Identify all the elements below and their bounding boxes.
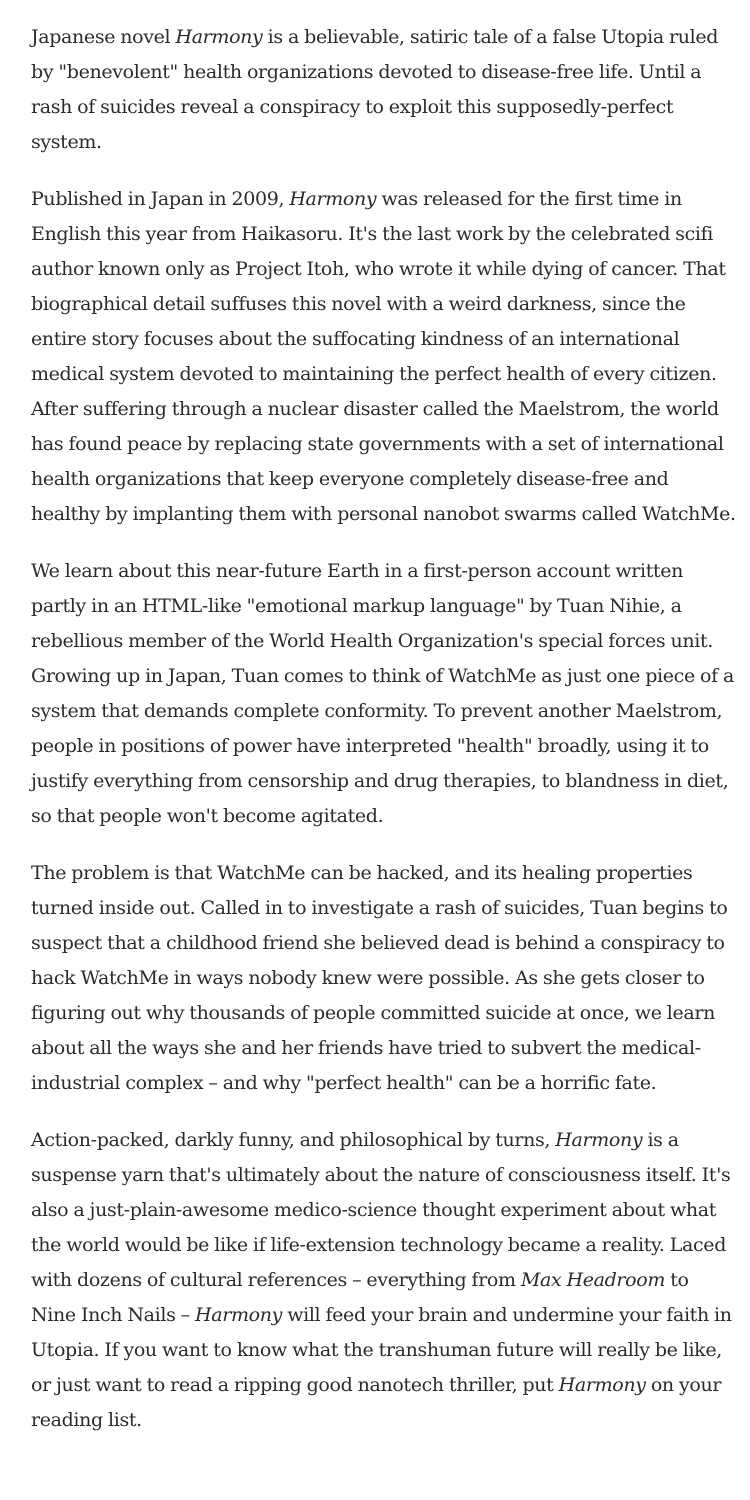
book-title: Harmony: [175, 26, 263, 48]
text-run: Action-packed, darkly funny, and philosophical by turns,: [31, 1129, 556, 1151]
text-run: Japanese novel: [31, 26, 176, 48]
text-run: on your reading list.: [31, 1374, 722, 1431]
paragraph-4: The problem is that WatchMe can be hacked, and its healing properties turned inside out. Called in to investigate a rash of suicides, Tuan begins to suspect that a childhood friend she believed dead is behind a conspiracy to hack WatchMe in ways nobody knew were possible. As she gets closer to figuring out why thousands of people committed suicide at once, we learn about all the ways she and her friends have tried to subvert the medical-industrial complex – and why "perfect health" can be a horrific fate.: [31, 862, 728, 1094]
show-title: Max Headroom: [520, 1269, 665, 1291]
paragraph-5: [31, 1123, 736, 1438]
text-run: to Nine Inch Nails –: [31, 1269, 689, 1326]
book-title: Harmony: [558, 1374, 646, 1396]
text-run: is a believable, satiric tale of a false Utopia ruled by "benevolent" health organizations devoted to disease-free life. Until a rash of suicides reveal a conspiracy to exploit this supposedly-perfect system.: [31, 26, 719, 153]
text-run: was released for the first time in English this year from Haikasoru. It's the last work by the celebrated scifi author known only as Project Itoh, who wrote it while dying of cancer. That biographical detail suffuses this novel with a weird darkness, since the entire story focuses about the suffocating kindness of an international medical system devoted to maintaining the perfect health of every citizen. After suffering through a nuclear disaster called the Maelstrom, the world has found peace by replacing state governments with a set of international health organizations that keep everyone completely disease-free and healthy by implanting them with personal nanobot swarms called WatchMe.: [31, 188, 736, 525]
book-title: Harmony: [195, 1304, 282, 1326]
book-title: Harmony: [289, 188, 377, 210]
text-run: Published in Japan in 2009,: [31, 188, 290, 210]
text-run: is a suspense yarn that's ultimately about the nature of consciousness itself. It's also a just-plain-awesome medico-science thought experiment about what the world would be like if life-extension technology became a reality. Laced with dozens of cultural references – everything from: [31, 1129, 731, 1291]
paragraph-1: [31, 20, 736, 160]
book-title: Harmony: [555, 1129, 643, 1151]
paragraph-2: [31, 182, 736, 532]
text-run: will feed your brain and undermine your faith in Utopia. If you want to know what the transhuman future will really be like, or just want to read a ripping good nanotech thriller, put: [31, 1304, 732, 1396]
article-body: [31, 20, 736, 1460]
paragraph-3: We learn about this near-future Earth in a first-person account written partly in an HTML-like "emotional markup language" by Tuan Nihie, a rebellious member of the World Health Organization's special forces unit. Growing up in Japan, Tuan comes to think of WatchMe as just one piece of a system that demands complete conformity. To prevent another Maelstrom, people in positions of power have interpreted "health" broadly, using it to justify everything from censorship and drug therapies, to blandness in diet, so that people won't become agitated.: [31, 560, 734, 827]
